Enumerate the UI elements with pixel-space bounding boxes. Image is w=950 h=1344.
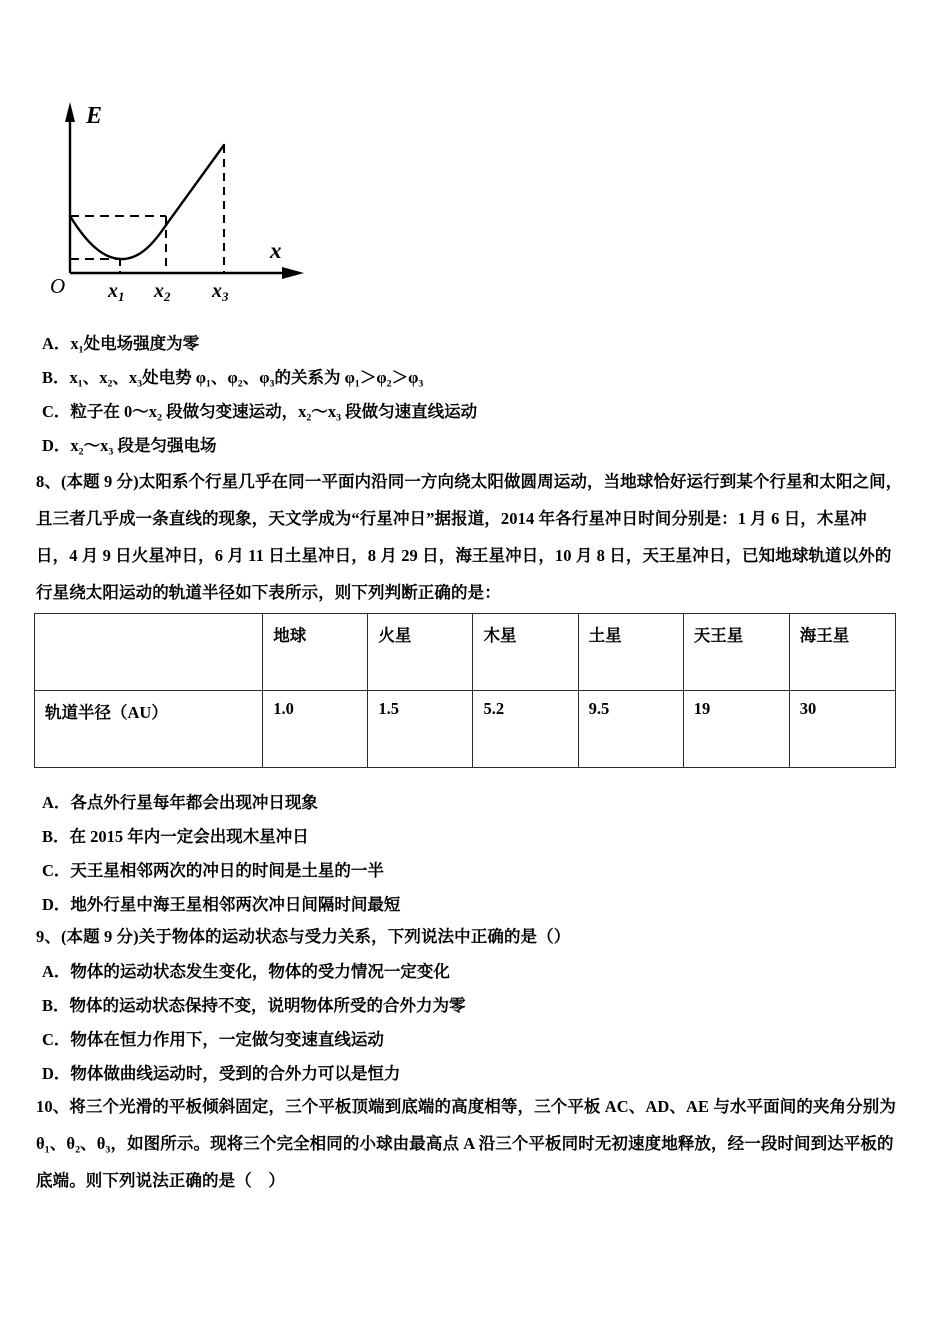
table-header-uranus: 天王星 (683, 614, 789, 691)
q9-stem: 9、(本题 9 分)关于物体的运动状态与受力关系，下列说法中正确的是（） (36, 927, 571, 946)
q9-option-b-text: 物体的运动状态保持不变，说明物体所受的合外力为零 (69, 996, 466, 1015)
q9-option-a-label: A． (42, 962, 71, 981)
tick-label-x3: $x_3$ (212, 280, 229, 304)
origin-label: O (50, 274, 66, 298)
q7-option-a-text: x₁处电场强度为零 (70, 334, 200, 353)
table-cell-saturn-radius: 9.5 (578, 691, 683, 768)
q8-option-a-text: 各点外行星每年都会出现冲日现象 (70, 793, 318, 812)
tick-label-x2: $x_2$ (154, 280, 171, 304)
table-cell-mars-radius: 1.5 (368, 691, 473, 768)
table-cell-uranus-radius: 19 (683, 691, 789, 768)
q8-option-d-label: D． (42, 895, 71, 914)
q9-option-c-label: C． (42, 1030, 71, 1049)
q9-option-b[interactable] (42, 996, 466, 1017)
q9-option-d-text: 物体做曲线运动时，受到的合外力可以是恒力 (70, 1064, 401, 1083)
q9-option-d[interactable] (42, 1064, 400, 1085)
q7-option-d-text: x₂～x₃ 段是匀强电场 (70, 436, 217, 455)
table-header-earth: 地球 (263, 614, 368, 691)
q7-option-b-label: B． (42, 368, 70, 387)
q7-option-d[interactable] (42, 436, 216, 457)
q8-stem-line-2: 且三者几乎成一条直线的现象，天文学成为“行星冲日”据报道，2014 年各行星冲日时间分别是：1 月 6 日，木星冲 (36, 509, 867, 528)
energy-curve (70, 145, 224, 259)
q8-option-a-label: A． (42, 793, 71, 812)
q9-option-a-text: 物体的运动状态发生变化，物体的受力情况一定变化 (70, 962, 450, 981)
table-cell-earth-radius: 1.0 (263, 691, 368, 768)
q7-option-b[interactable] (42, 368, 423, 389)
table-row-header (35, 614, 896, 691)
orbit-radius-table (34, 613, 896, 768)
q8-option-b-label: B． (42, 827, 70, 846)
q8-option-b-text: 在 2015 年内一定会出现木星冲日 (69, 827, 309, 846)
q8-stem-line-4: 行星绕太阳运动的轨道半径如下表所示，则下列判断正确的是： (36, 583, 501, 602)
q8-option-a[interactable] (42, 793, 318, 814)
q10-stem-line-1: 10、将三个光滑的平板倾斜固定，三个平板顶端到底端的高度相等，三个平板 AC、AD、AE 与水平面间的夹角分别为 (36, 1097, 896, 1116)
table-row (35, 691, 896, 768)
q10-stem-line-3: 底端。则下列说法正确的是（ ） (36, 1171, 285, 1190)
q7-option-a-label: A． (42, 334, 71, 353)
q7-option-d-label: D． (42, 436, 71, 455)
q8-option-c-text: 天王星相邻两次的冲日的时间是土星的一半 (70, 861, 384, 880)
q7-option-a[interactable] (42, 334, 199, 355)
q8-stem-line-3: 日，4 月 9 日火星冲日，6 月 11 日土星冲日，8 月 29 日，海王星冲日，10 月 8 日，天王星冲日，已知地球轨道以外的 (36, 546, 892, 565)
table-header-mars: 火星 (368, 614, 473, 691)
q9-option-c-text: 物体在恒力作用下，一定做匀变速直线运动 (70, 1030, 384, 1049)
q8-option-c-label: C． (42, 861, 71, 880)
q7-option-b-text: x₁、x₂、x₃处电势 φ₁、φ₂、φ₃的关系为 φ₁＞φ₂＞φ₃ (69, 368, 424, 387)
table-header-saturn: 土星 (578, 614, 683, 691)
x-axis-label: x (270, 238, 282, 263)
q9-option-a[interactable] (42, 962, 450, 983)
table-corner-cell (35, 614, 263, 691)
q10-stem-line-2: θ₁、θ₂、θ₃，如图所示。现将三个完全相同的小球由最高点 A 沿三个平板同时无初速度地释放，经一段时间到达平板的 (36, 1134, 894, 1153)
q9-option-d-label: D． (42, 1064, 71, 1083)
table-cell-jupiter-radius: 5.2 (473, 691, 578, 768)
q8-option-d-text: 地外行星中海王星相邻两次冲日间隔时间最短 (70, 895, 401, 914)
q8-option-d[interactable] (42, 895, 400, 916)
q9-option-b-label: B． (42, 996, 70, 1015)
e-x-graph-figure (34, 92, 334, 307)
x-axis-arrowhead (282, 267, 304, 279)
q7-option-c[interactable] (42, 402, 477, 423)
q8-option-c[interactable] (42, 861, 384, 882)
q7-option-c-label: C． (42, 402, 71, 421)
q9-option-c[interactable] (42, 1030, 384, 1051)
table-header-neptune: 海王星 (789, 614, 895, 691)
q8-option-b[interactable] (42, 827, 309, 848)
table-row-label-orbit-radius: 轨道半径（AU） (35, 691, 263, 768)
y-axis-arrowhead (65, 102, 75, 122)
y-axis-label: E (86, 103, 103, 129)
tick-label-x1: $x_1$ (108, 280, 125, 304)
table-cell-neptune-radius: 30 (789, 691, 895, 768)
q8-stem-line-1: 8、(本题 9 分)太阳系个行星几乎在同一平面内沿同一方向绕太阳做圆周运动，当地球恰好运行到某个行星和太阳之间， (36, 472, 903, 491)
table-header-jupiter: 木星 (473, 614, 578, 691)
q7-option-c-text: 粒子在 0～x₂ 段做匀变速运动，x₂～x₃ 段做匀速直线运动 (70, 402, 478, 421)
